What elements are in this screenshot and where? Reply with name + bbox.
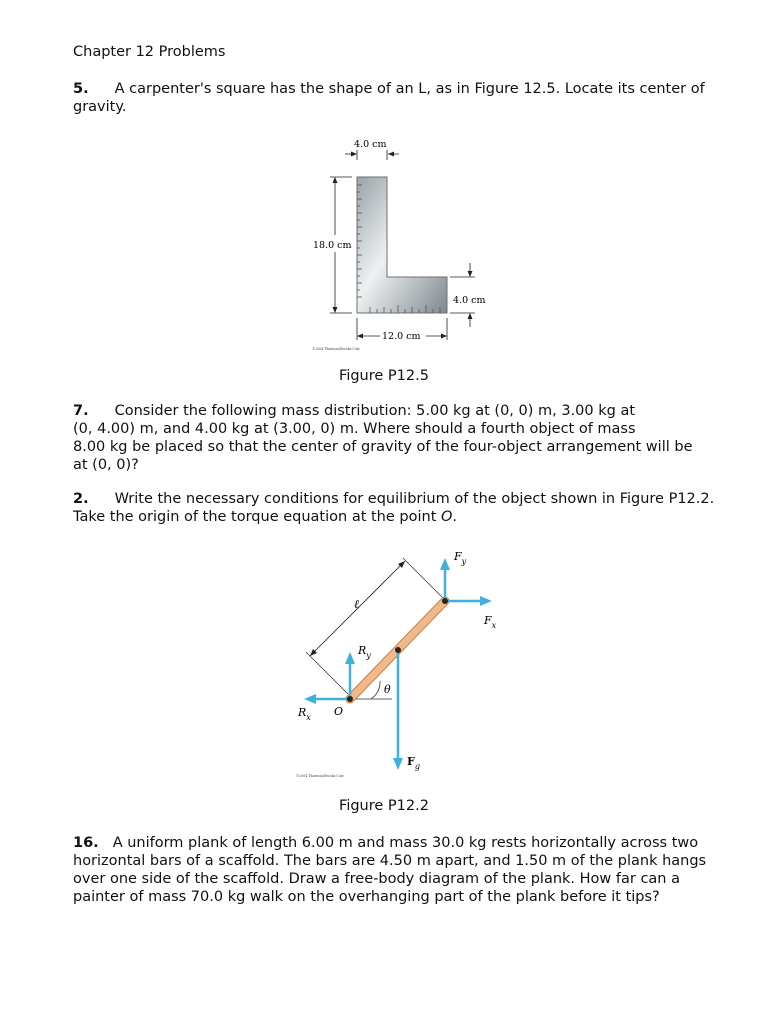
label-base-width: 12.0 cm — [382, 331, 421, 342]
problem-number: 16. — [73, 835, 99, 851]
problem-text-end: . — [452, 509, 458, 525]
l-shape-body — [357, 177, 447, 313]
label-length: ℓ — [354, 597, 359, 611]
pivot-top — [442, 598, 448, 604]
problem-text: A carpenter's square has the shape of an L, as in Figure 12.5. Locate its center of gravity. — [73, 81, 705, 115]
label-o: O — [334, 705, 344, 718]
figure-credit: ©2004 Thomson/Brooks Cole — [312, 347, 360, 351]
label-fy: $F_y$ — [454, 550, 467, 566]
problem-number: 2. — [73, 491, 89, 507]
problem-2 — [73, 490, 723, 526]
problem-number: 5. — [73, 81, 89, 97]
label-ry: $R_y$ — [358, 644, 371, 660]
figure-p12-2-caption: Figure P12.2 — [339, 798, 429, 814]
problem-text-line-4: at (0, 0)? — [73, 457, 139, 473]
label-fx: $F_x$ — [484, 614, 497, 630]
problem-text-line-1: Consider the following mass distribution: 5.00 kg at (0, 0) m, 3.00 kg at — [114, 403, 636, 419]
arrow-fy — [440, 558, 450, 570]
problem-text-line-2: (0, 4.00) m, and 4.00 kg at (3.00, 0) m. Where should a fourth object of mass — [73, 421, 636, 437]
label-foot-height: 4.0 cm — [453, 295, 486, 306]
point-o: O — [441, 509, 453, 525]
figure-p12-5-caption: Figure P12.5 — [339, 368, 429, 384]
arrow-rx — [304, 694, 316, 704]
figure-p12-5-carpenters-square — [300, 130, 500, 360]
label-top-width: 4.0 cm — [354, 139, 387, 150]
problem-text-line-3: 8.00 kg be placed so that the center of gravity of the four-object arrangement will be — [73, 439, 693, 455]
label-fg: $F_g$ — [407, 755, 420, 771]
problem-text: A uniform plank of length 6.00 m and mass 30.0 kg rests horizontally across two horizontal bars of a scaffold. The bars are 4.50 m apart, and 1.50 m of the plank hangs over one side of the scaffold. Draw a free-body diagram of the plank. How far can a painter of mass 70.0 kg walk on the overhanging part of the plank before it tips? — [73, 835, 707, 905]
problem-16 — [73, 834, 723, 906]
pivot-o — [347, 696, 353, 702]
label-height: 18.0 cm — [313, 240, 352, 251]
problem-number: 7. — [73, 403, 89, 419]
page-title: Chapter 12 Problems — [73, 44, 226, 60]
arrow-fg — [393, 758, 403, 770]
label-theta: θ — [384, 683, 391, 696]
arrow-ry — [345, 652, 355, 664]
center-of-mass — [395, 647, 401, 653]
figure-credit: ©2004 Thomson/Brooks Cole — [296, 774, 344, 778]
label-rx: $R_x$ — [298, 706, 311, 722]
problem-text: Write the necessary conditions for equilibrium of the object shown in Figure P12.2. Take the origin of the torque equation at the point — [73, 491, 715, 525]
problem-5 — [73, 80, 723, 116]
arrow-fx — [480, 596, 492, 606]
problem-7 — [73, 402, 723, 474]
figure-p12-2-free-body-diagram — [280, 540, 520, 790]
